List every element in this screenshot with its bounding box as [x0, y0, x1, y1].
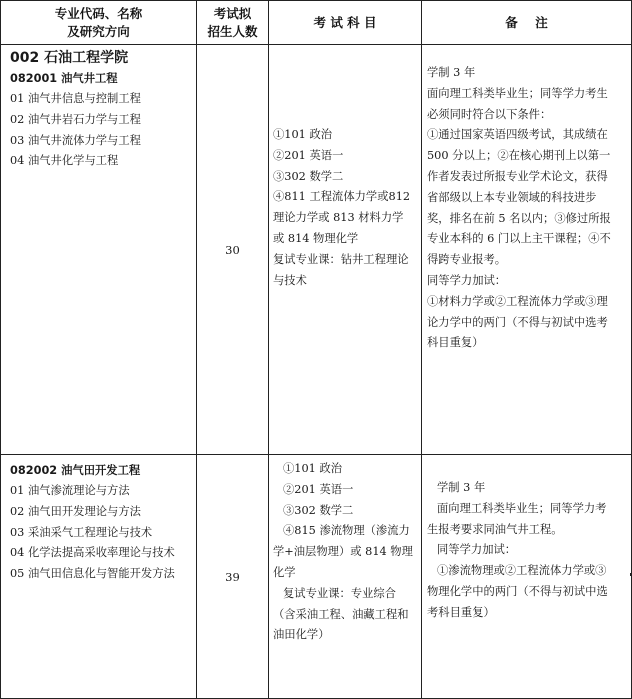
direction-item: 04 油气井化学与工程 — [10, 154, 119, 168]
subject-line: 理论力学或 813 材料力学 — [273, 211, 404, 225]
subject-line: ①101 政治 — [273, 128, 333, 141]
subject-line: 复试专业课：专业综合 — [283, 586, 396, 600]
note-line: 专业本科的 6 门以上主干课程；④不 — [427, 232, 611, 246]
note-line: 作者发表过所报专业学术论文，获得 — [427, 169, 608, 183]
subject-line: 或 814 物理化学 — [273, 231, 359, 245]
table-row — [1, 45, 632, 455]
note-line: 省部级以上本专业领域的科技进步 — [427, 190, 597, 204]
notes-cell — [422, 45, 632, 455]
note-line: 面向理工科类毕业生；同等学力考生 — [427, 86, 608, 100]
direction-item: 01 油气井信息与控制工程 — [10, 92, 141, 105]
note-line: ①通过国家英语四级考试，其成绩在 — [427, 128, 608, 142]
major-title: 082001 油气井工程 — [10, 72, 118, 85]
header-quota: 考试拟 招生人数 — [197, 1, 269, 45]
subject-line: 与技术 — [273, 273, 307, 287]
notes-cell — [422, 455, 632, 699]
note-line: 科目重复） — [427, 336, 484, 350]
subject-line: （含采油工程、油藏工程和 — [273, 607, 409, 621]
major-title: 082002 油气田开发工程 — [10, 464, 141, 477]
note-line: 物理化学中的两门（不得与初试中选 — [427, 584, 608, 598]
note-line: 学制 3 年 — [437, 481, 486, 494]
note-line: 同等学力加试： — [427, 273, 507, 287]
note-line: 必须同时符合以下条件： — [427, 107, 552, 121]
table-row — [1, 455, 632, 699]
subject-line: 学+油层物理）或 814 物理 — [273, 545, 413, 559]
subject-line: ②201 英语一 — [273, 148, 344, 162]
quota-cell: 39 — [197, 455, 269, 699]
subjects-cell — [269, 455, 422, 699]
quota-cell: 30 — [197, 45, 269, 455]
header-major: 专业代码、名称 及研究方向 — [1, 1, 197, 45]
subject-line: 油田化学） — [273, 628, 330, 642]
subject-line: 复试专业课：钻井工程理论 — [273, 252, 409, 266]
direction-item: 02 油气田开发理论与方法 — [10, 504, 141, 518]
note-line: 同等学力加试： — [437, 543, 517, 557]
subject-line: ④815 渗流物理（渗流力 — [283, 524, 410, 538]
major-cell — [1, 45, 197, 455]
subject-line: ④811 工程流体力学或812 — [273, 190, 411, 204]
direction-item: 04 化学法提高采收率理论与技术 — [10, 546, 175, 560]
direction-item: 03 油气井流体力学与工程 — [10, 133, 141, 147]
direction-item: 02 油气井岩石力学与工程 — [10, 112, 141, 126]
subject-line: ②201 英语一 — [283, 482, 354, 496]
header-row — [1, 1, 632, 45]
note-line: ①渗流物理或②工程流体力学或③ — [437, 564, 607, 578]
subject-line: ③302 数学二 — [273, 169, 344, 183]
college-title: 002 石油工程学院 — [10, 50, 129, 66]
note-line: 500 分以上；②在核心期刊上以第一 — [427, 149, 611, 163]
note-line: 论力学中的两门（不得与初试中选考 — [427, 315, 608, 329]
subject-line: ①101 政治 — [283, 462, 343, 475]
major-cell — [1, 455, 197, 699]
note-line: 考科目重复） — [427, 605, 495, 619]
subject-line: 化学 — [273, 565, 296, 579]
note-line: 得跨专业报考。 — [427, 253, 507, 267]
note-line: 奖，排名在前 5 名以内；③修过所报 — [427, 211, 611, 225]
note-line: 面向理工科类毕业生；同等学力考 — [437, 501, 607, 515]
direction-item: 05 油气田信息化与智能开发方法 — [10, 567, 175, 581]
direction-item: 01 油气渗流理论与方法 — [10, 484, 130, 497]
note-line: ①材料力学或②工程流体力学或③理 — [427, 294, 608, 308]
note-line: 生报考要求同油气井工程。 — [427, 522, 563, 536]
direction-item: 03 采油采气工程理论与技术 — [10, 525, 153, 539]
header-notes: 备 注 — [422, 1, 632, 45]
header-subjects: 考 试 科 目 — [269, 1, 422, 45]
subject-line: ③302 数学二 — [283, 503, 354, 517]
subjects-cell — [269, 45, 422, 455]
note-line: 学制 3 年 — [427, 66, 476, 79]
